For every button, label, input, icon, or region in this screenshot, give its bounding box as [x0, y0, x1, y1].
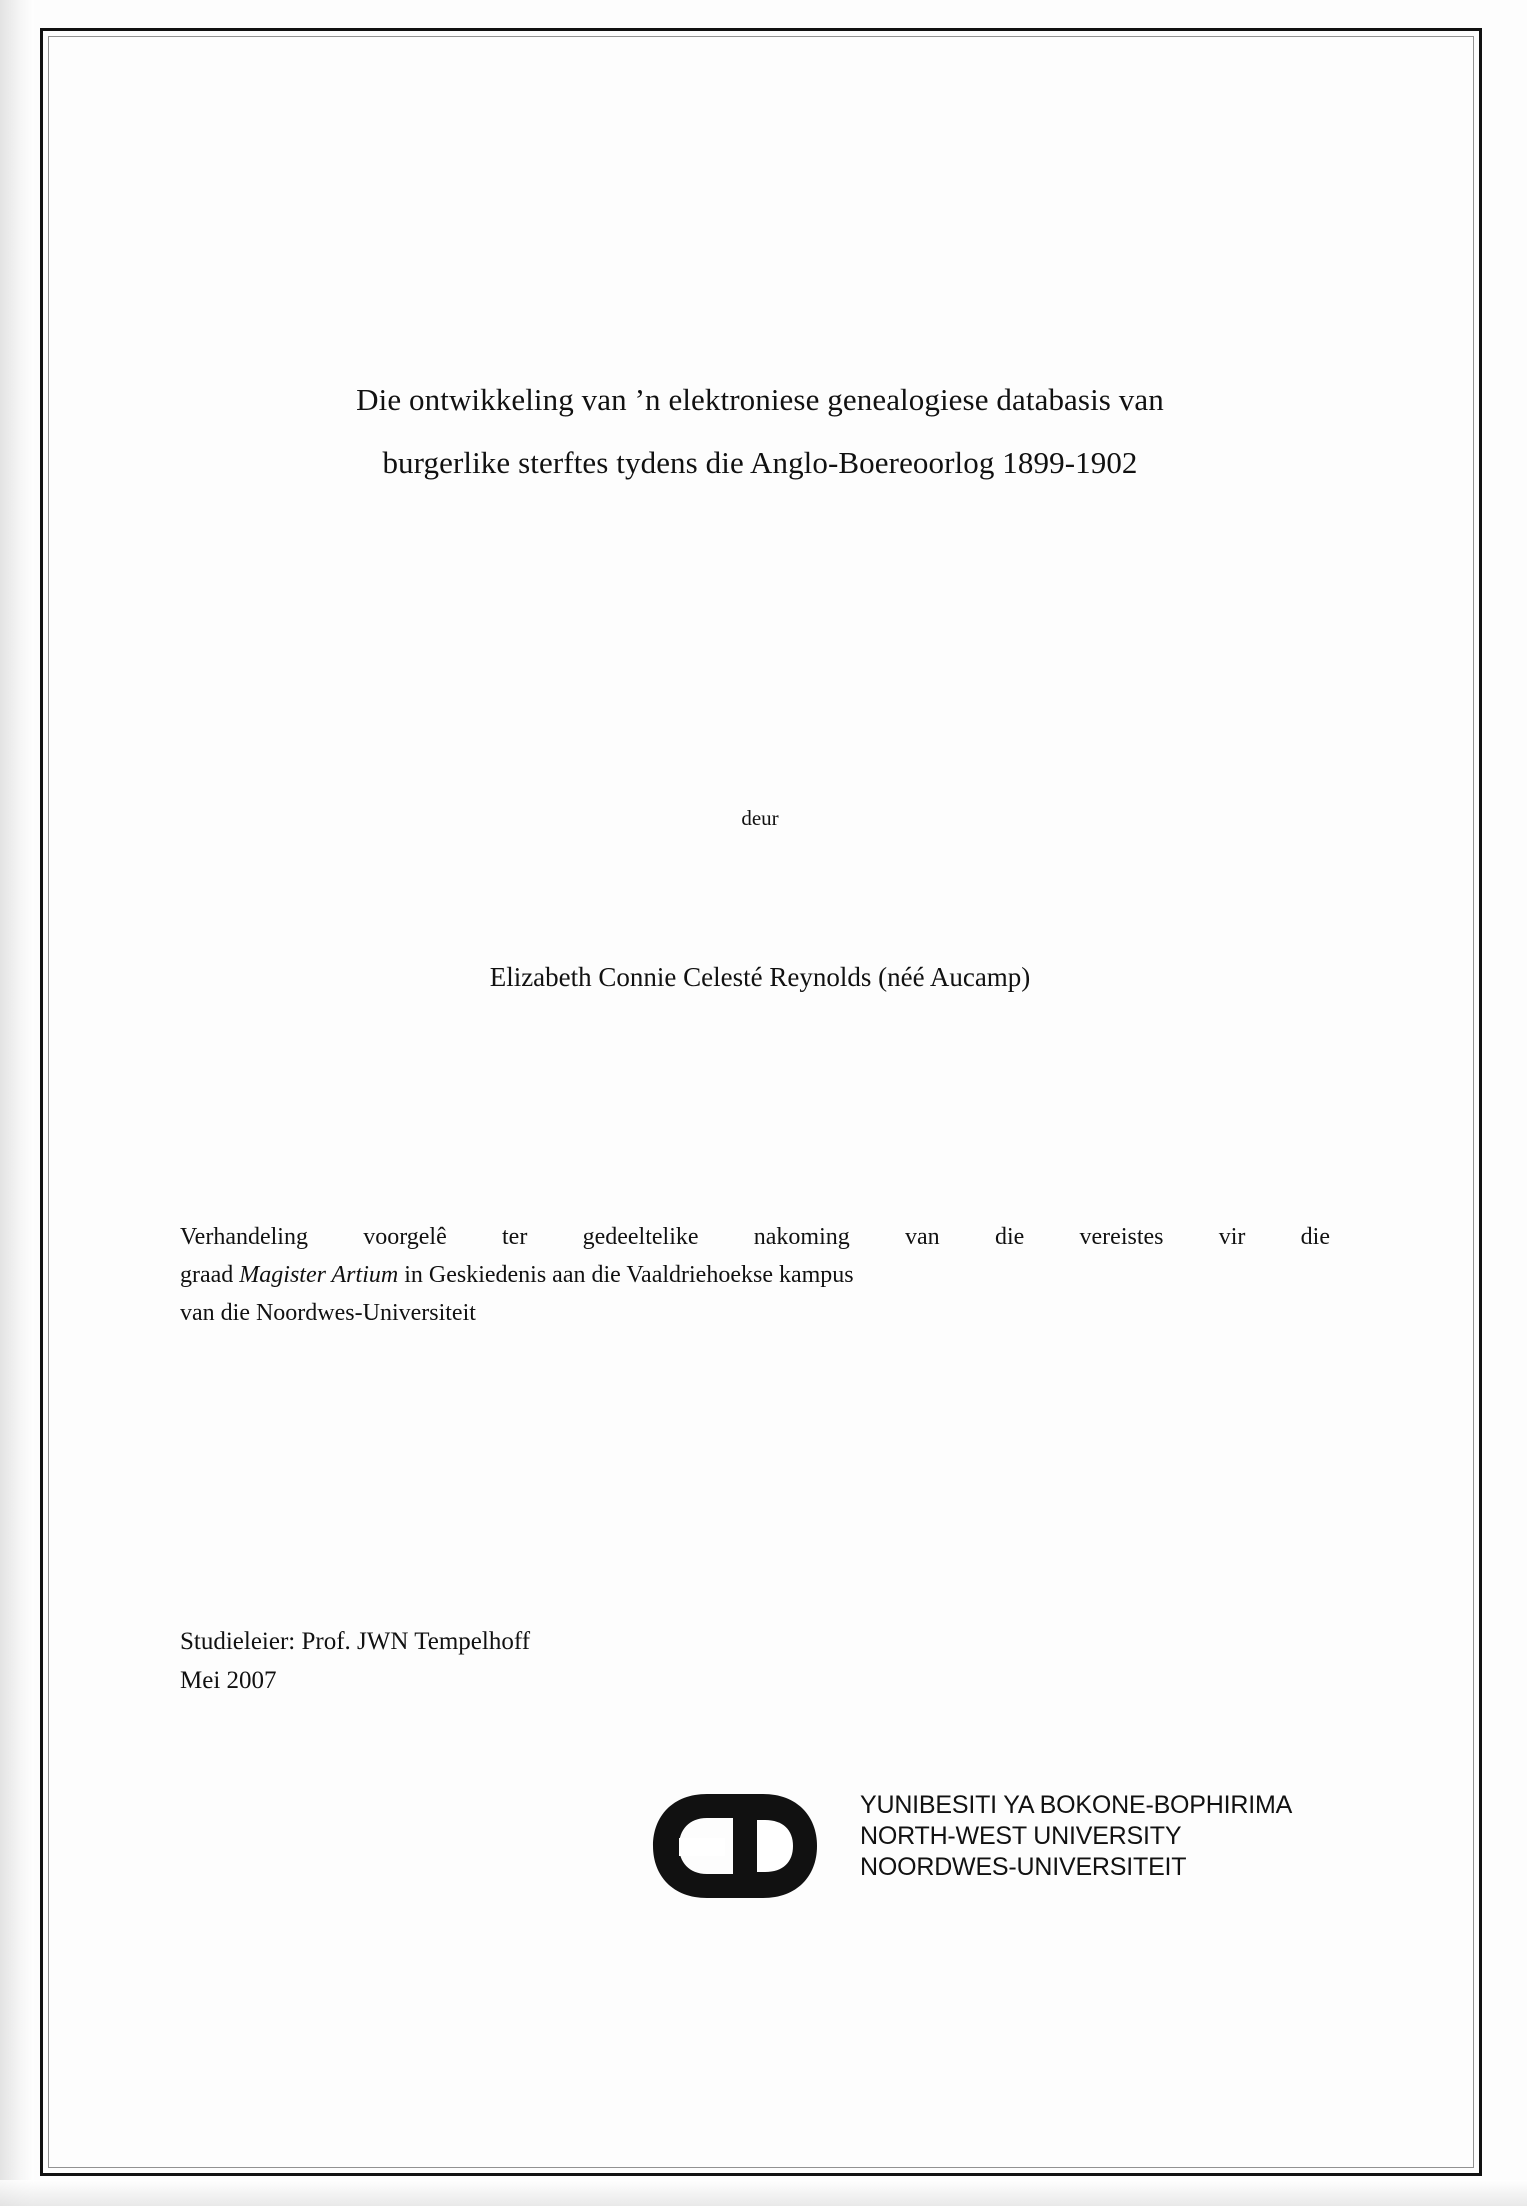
scan-edge-left	[0, 0, 34, 2206]
supervisor-block	[180, 1622, 530, 1700]
north-west-university-logo-icon	[645, 1788, 835, 1903]
submission-date: Mei 2007	[180, 1667, 277, 1694]
page-content	[180, 0, 1340, 2206]
by-label: deur	[741, 806, 779, 830]
degree-statement-line-2-post: in Geskiedenis aan die Vaaldriehoekse kampus	[398, 1262, 854, 1288]
page-title	[180, 368, 1340, 494]
degree-statement	[180, 1218, 1332, 1332]
university-logo-line-2: NORTH-WEST UNIVERSITY	[860, 1822, 1182, 1850]
university-logo-line-3: NOORDWES-UNIVERSITEIT	[860, 1853, 1187, 1881]
degree-name-italic: Magister Artium	[239, 1262, 399, 1288]
degree-statement-line-3: van die Noordwes-Universiteit	[180, 1300, 476, 1326]
supervisor-name: Studieleier: Prof. JWN Tempelhoff	[180, 1628, 531, 1655]
university-logo	[465, 1780, 1293, 1920]
university-logo-text	[860, 1790, 1292, 1883]
degree-statement-line-2	[180, 1256, 1332, 1294]
title-line-2: burgerlike sterftes tydens die Anglo-Boereoorlog 1899-1902	[382, 445, 1138, 480]
degree-statement-line-1: Verhandeling voorgelê ter gedeeltelike nakoming van die vereistes vir die	[180, 1224, 1330, 1250]
author-name: Elizabeth Connie Celesté Reynolds (néé Aucamp)	[489, 962, 1031, 992]
title-line-1: Die ontwikkeling van ’n elektroniese genealogiese databasis van	[356, 382, 1164, 417]
university-logo-line-1: YUNIBESITI YA BOKONE-BOPHIRIMA	[860, 1791, 1293, 1819]
degree-statement-line-2-pre: graad	[180, 1262, 240, 1288]
